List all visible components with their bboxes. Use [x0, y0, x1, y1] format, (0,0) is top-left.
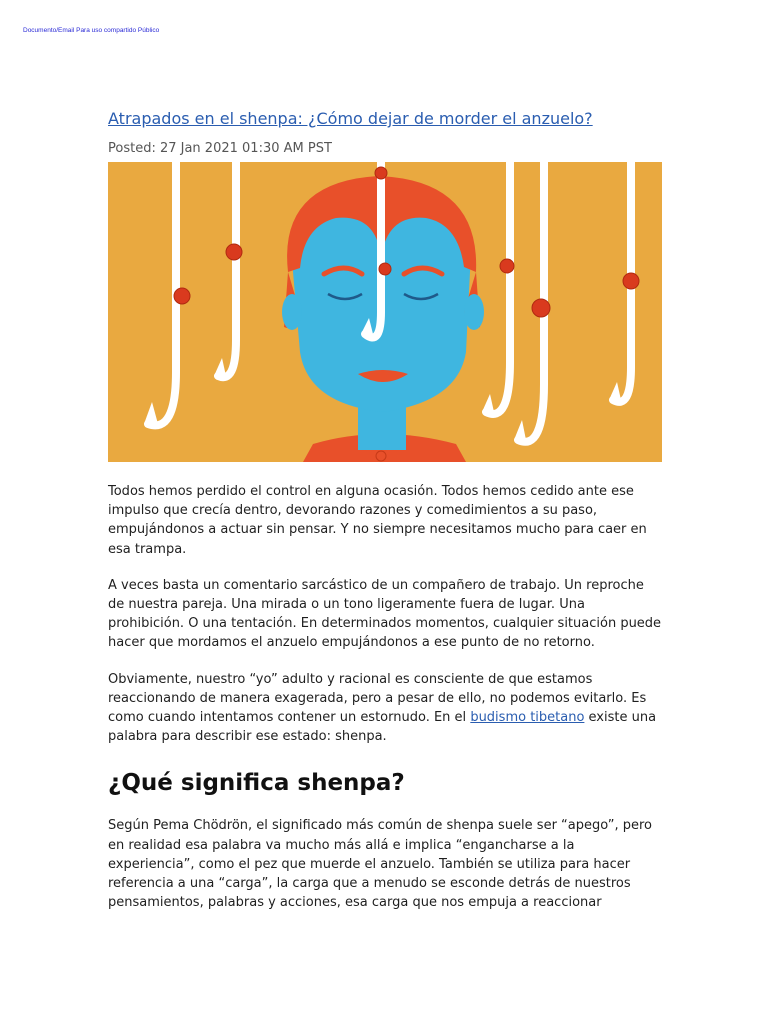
header-note: Documento/Email Para uso compartido Público [23, 27, 160, 34]
hero-illustration [108, 162, 662, 462]
paragraph-1: Todos hemos perdido el control en alguna ocasión. Todos hemos cedido ante ese impulso que crecía dentro, devorando razones y comedimientos a su paso, empujándonos a actuar sin pensar. Y no siempre necesitamos mucho para caer en esa trampa. [108, 484, 647, 557]
paragraph-3 [108, 670, 664, 747]
section-heading: ¿Qué significa shenpa? [108, 770, 405, 797]
paragraph-4: Según Pema Chödrön, el significado más común de shenpa suele ser “apego”, pero en realidad esa palabra va mucho más allá e implica “engancharse a la experiencia”, como el pez que muerde el anzuelo. También se utiliza para hacer referencia a una “carga”, la carga que a menudo se esconde detrás de nuestros pensamientos, palabras y acciones, esa carga que nos empuja a reaccionar [108, 818, 653, 911]
paragraph-3-text-end: existe una palabra para describir ese estado: shenpa. [108, 710, 657, 745]
budismo-tibetano-link[interactable]: budismo tibetano [470, 710, 585, 726]
article [108, 108, 664, 912]
article-title-link[interactable]: Atrapados en el shenpa: ¿Cómo dejar de morder el anzuelo? [108, 109, 593, 128]
paragraph-2: A veces basta un comentario sarcástico de un compañero de trabajo. Un reproche de nuestra pareja. Una mirada o un tono ligeramente fuera de lugar. Una prohibición. O una tentación. En determinados momentos, cualquier situación puede hacer que mordamos el anzuelo empujándonos a ese punto de no retorno. [108, 577, 662, 651]
paragraph-3-text: Obviamente, nuestro “yo” adulto y racional es consciente de que estamos reaccionando de manera exagerada, pero a pesar de ello, no podemos evitarlo. Es como cuando intentamos contener un estornudo. En el [108, 671, 647, 726]
posted-date: Posted: 27 Jan 2021 01:30 AM PST [108, 141, 332, 156]
